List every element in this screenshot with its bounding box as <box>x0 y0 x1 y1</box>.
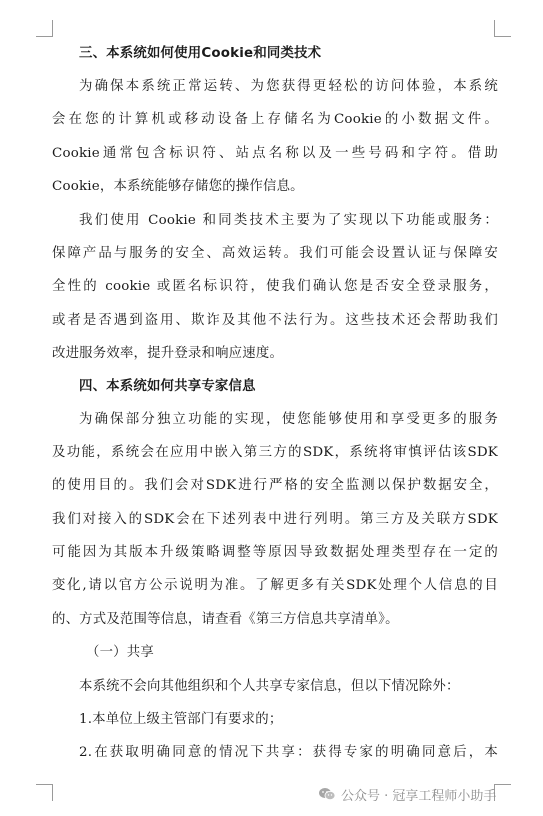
text-line: 为确保本系统正常运转、为您获得更轻松的访问体验，本系统 <box>79 79 498 94</box>
share-item: 2.在获取明确同意的情况下共享：获得专家的明确同意后，本 <box>79 745 498 761</box>
paragraph <box>52 204 498 371</box>
subsection-heading-share: （一）共享 <box>86 645 154 661</box>
text-line: 可能因为其版本升级策略调整等原因导致数据处理类型存在一定的 <box>52 545 498 561</box>
watermark <box>318 784 496 804</box>
crop-mark-top-left <box>36 20 53 37</box>
text-line: 的、方式及范围等信息，请查看《第三方信息共享清单》。 <box>52 611 399 627</box>
text-line: Cookie，本系统能够存储您的操作信息。 <box>52 179 304 195</box>
text-line: 全性的 cookie 或匿名标识符，使我们确认您是否安全登录服务， <box>52 279 498 295</box>
crop-mark-bottom-right <box>494 784 511 801</box>
watermark-text: 公众号 · 冠享工程师小助手 <box>341 788 497 804</box>
text-line: 变化,请以官方公示说明为准。了解更多有关SDK处理个人信息的目 <box>52 578 498 594</box>
section-heading-cookie: 三、本系统如何使用Cookie和同类技术 <box>79 46 322 61</box>
text-line: 我们对接入的SDK会在下述列表中进行列明。第三方及关联方SDK <box>52 511 498 527</box>
text-line: 我们使用 Cookie 和同类技术主要为了实现以下功能或服务： <box>79 212 498 228</box>
text-line: Cookie通常包含标识符、站点名称以及一些号码和字符。借助 <box>52 145 498 161</box>
text-line: 及功能，系统会在应用中嵌入第三方的SDK，系统将审慎评估该SDK <box>52 444 498 460</box>
text-line: 或者是否遇到盗用、欺诈及其他不法行为。这些技术还会帮助我们 <box>52 312 498 328</box>
paragraph <box>52 70 498 204</box>
text-line: 保障产品与服务的安全、高效运转。我们可能会设置认证与保障安 <box>52 245 498 261</box>
share-item: 1.本单位上级主管部门有要求的； <box>79 712 283 728</box>
section-heading-sharing: 四、本系统如何共享专家信息 <box>79 378 256 394</box>
text-line: 改进服务效率，提升登录和响应速度。 <box>52 346 284 362</box>
crop-mark-top-right <box>494 20 511 37</box>
crop-mark-bottom-left <box>36 784 53 801</box>
text-line: 为确保部分独立功能的实现，使您能够使用和享受更多的服务 <box>79 411 498 427</box>
text-line: 会在您的计算机或移动设备上存储名为Cookie的小数据文件。 <box>52 112 498 128</box>
paragraph <box>52 403 498 637</box>
document-page <box>52 38 498 770</box>
share-intro: 本系统不会向其他组织和个人共享专家信息，但以下情况除外： <box>79 678 460 694</box>
wechat-icon <box>318 787 336 801</box>
text-line: 的使用目的。我们会对SDK进行严格的安全监测以保护数据安全， <box>52 478 498 494</box>
